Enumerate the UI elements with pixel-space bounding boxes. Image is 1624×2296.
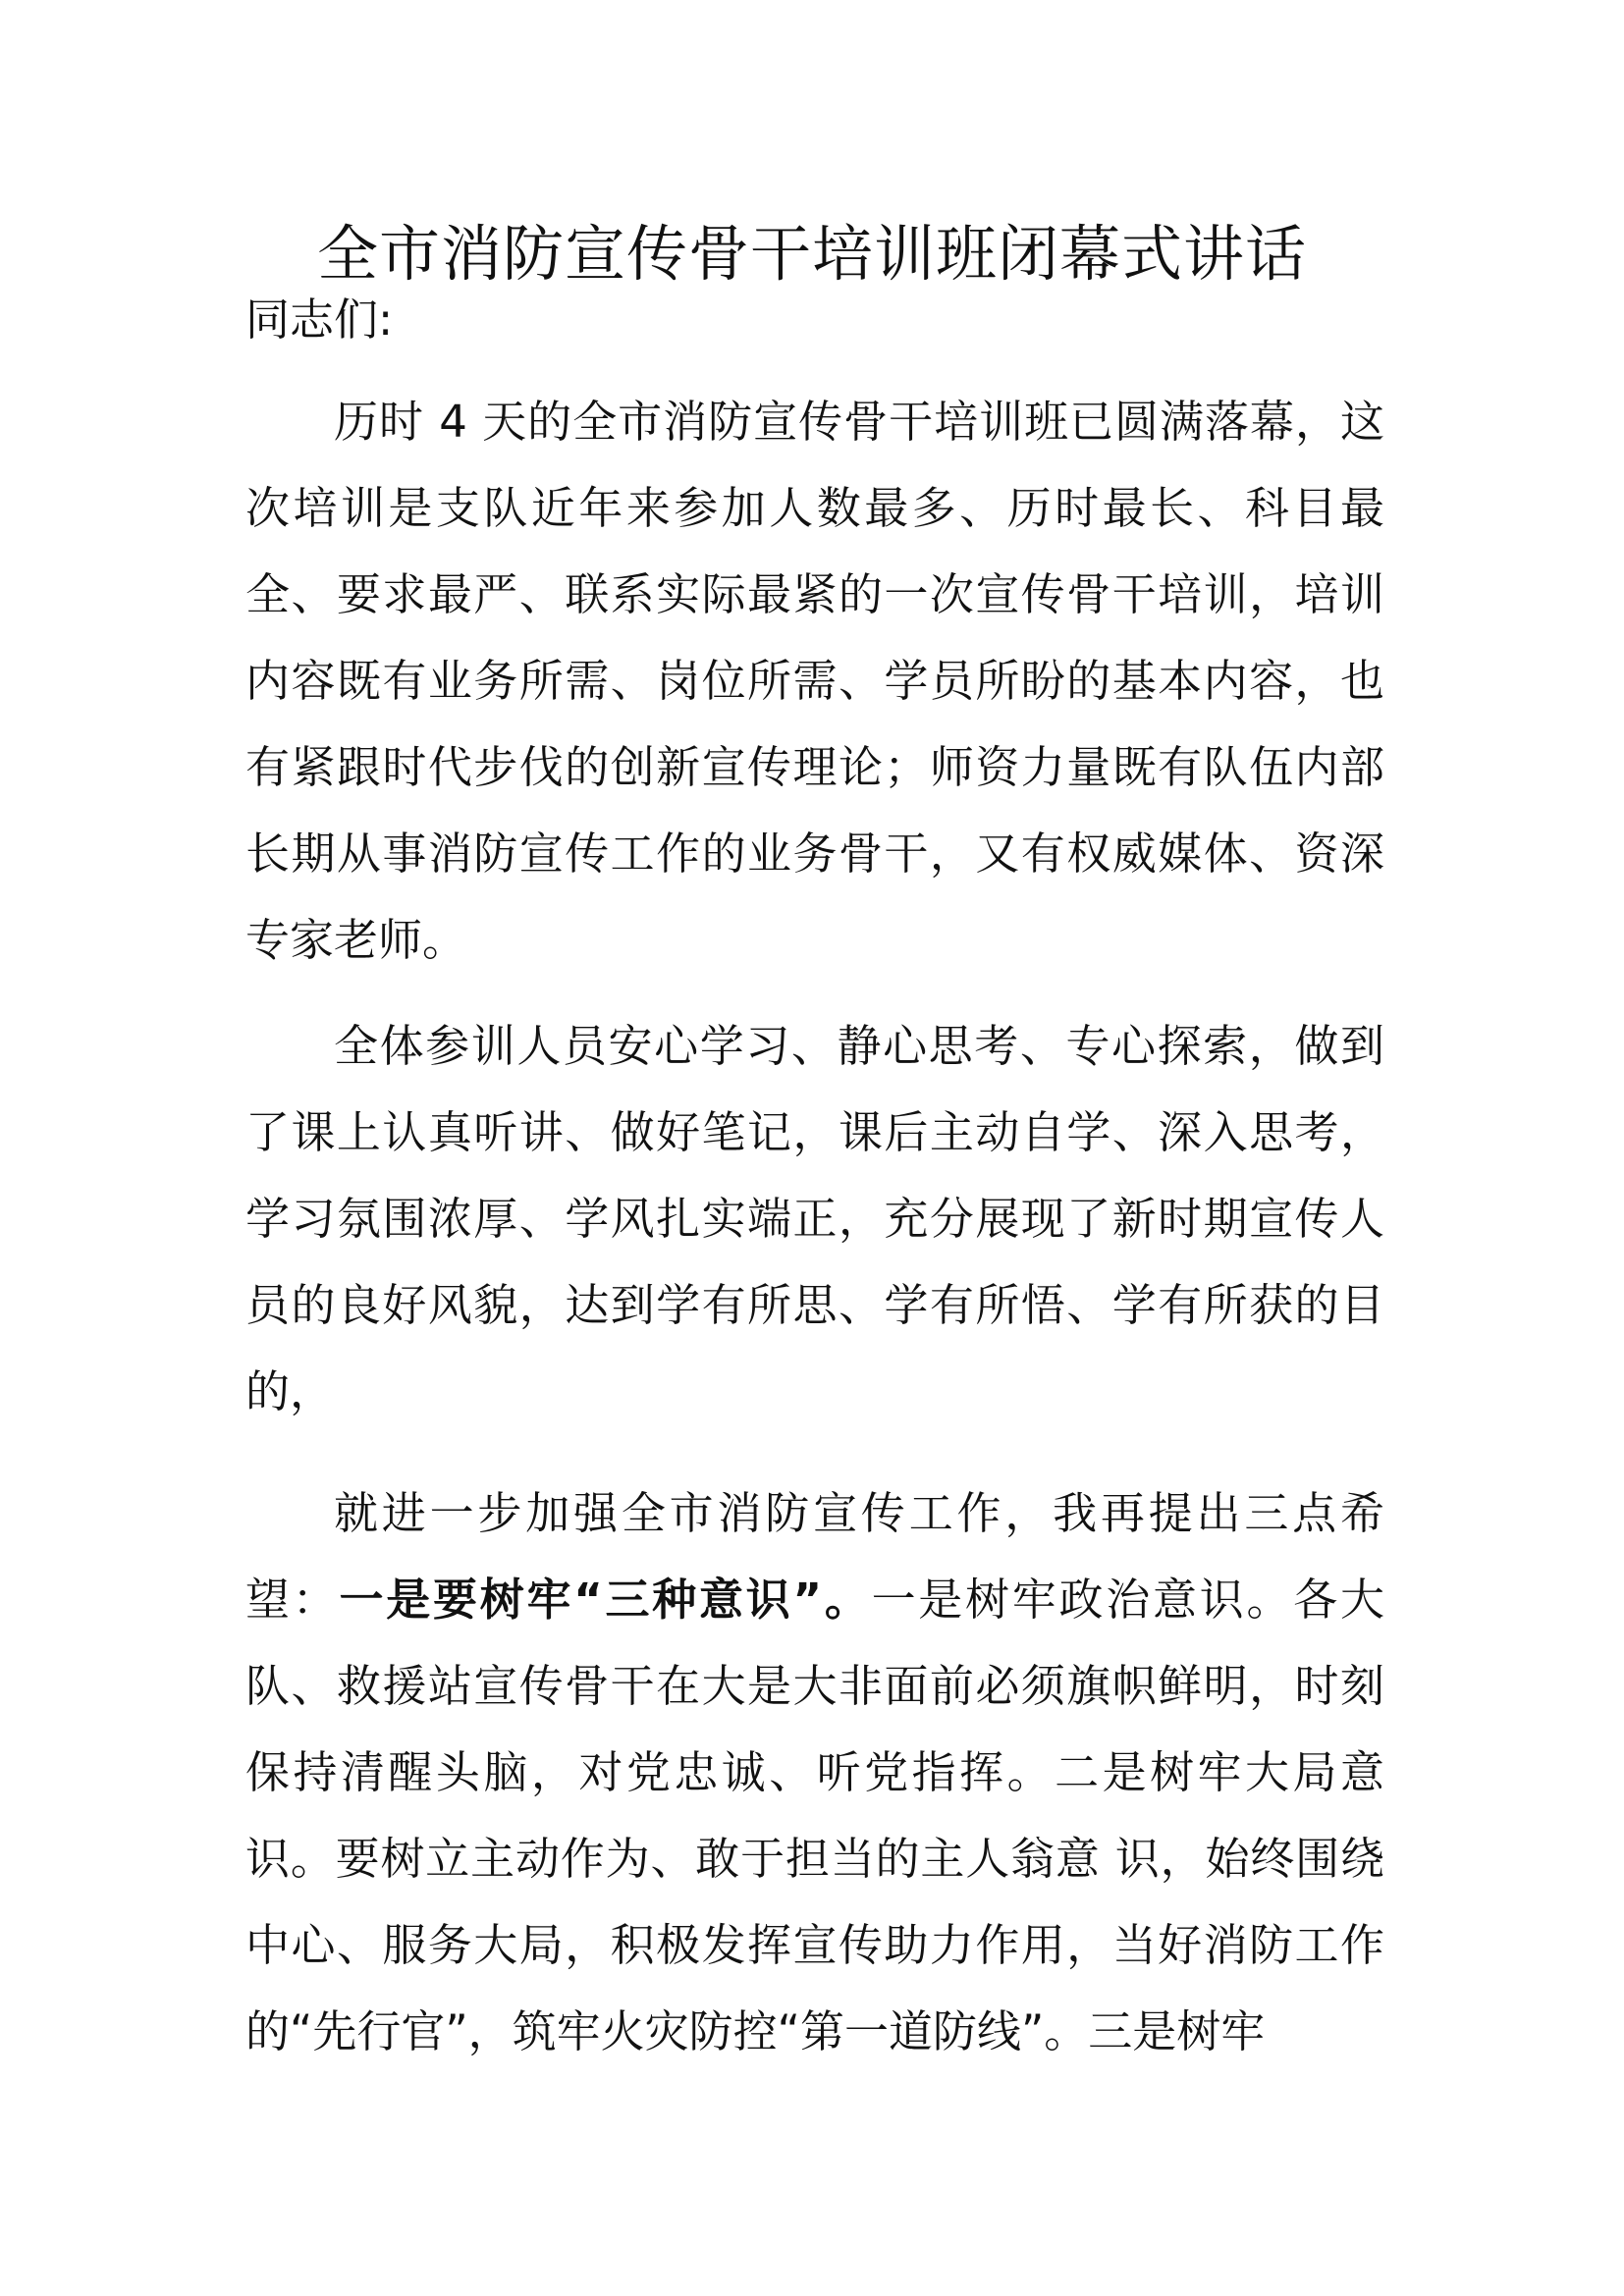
document-title: 全市消防宣传骨干培训班闭幕式讲话 (316, 218, 1307, 290)
paragraph-3 (245, 1470, 1384, 2075)
paragraph-2: 全体参训人员安心学习、静心思考、专心探索，做到了课上认真听讲、做好笔记，课后主动自学、深入思考，学习氛围浓厚、学风扎实端正，充分展现了新时期宣传人员的良好风貌，达到学有所思、学有所悟、学有所获的目的， (245, 1020, 1384, 1417)
salutation: 同志们: (245, 294, 394, 346)
document-body (245, 293, 1384, 2075)
paragraph-3-text: 一是树牢政治意识。各大队、救援站宣传骨干在大是大非面前必须旗帜鲜明，时刻保持清醒头脑，对党忠诚、听党指挥。二是树牢大局意识。要树立主动作为、敢于担当的主人翁意 识，始终围绕中心、服务大局，积极发挥宣传助力作用，当好消防工作的“先行官”，筑牢火灾防控“第一道防线”。三是树牢 (245, 1574, 1384, 2057)
paragraph-3-bold-heading: 一是要树牢“三种意识”。 (339, 1574, 872, 1626)
paragraph-1: 历时 4 天的全市消防宣传骨干培训班已圆满落幕，这次培训是支队近年来参加人数最多、历时最长、科目最全、要求最严、联系实际最紧的一次宣传骨干培训，培训内容既有业务所需、岗位所需、学员所盼的基本内容，也有紧跟时代步伐的创新宣传理论；师资力量既有队伍内部长期从事消防宣传工作的业务骨干，又有权威媒体、资深专家老师。 (245, 396, 1384, 966)
paragraph-3-intro: 就进一步加强全市消防宣传工作，我再提出三点希望： (245, 1487, 1384, 1626)
